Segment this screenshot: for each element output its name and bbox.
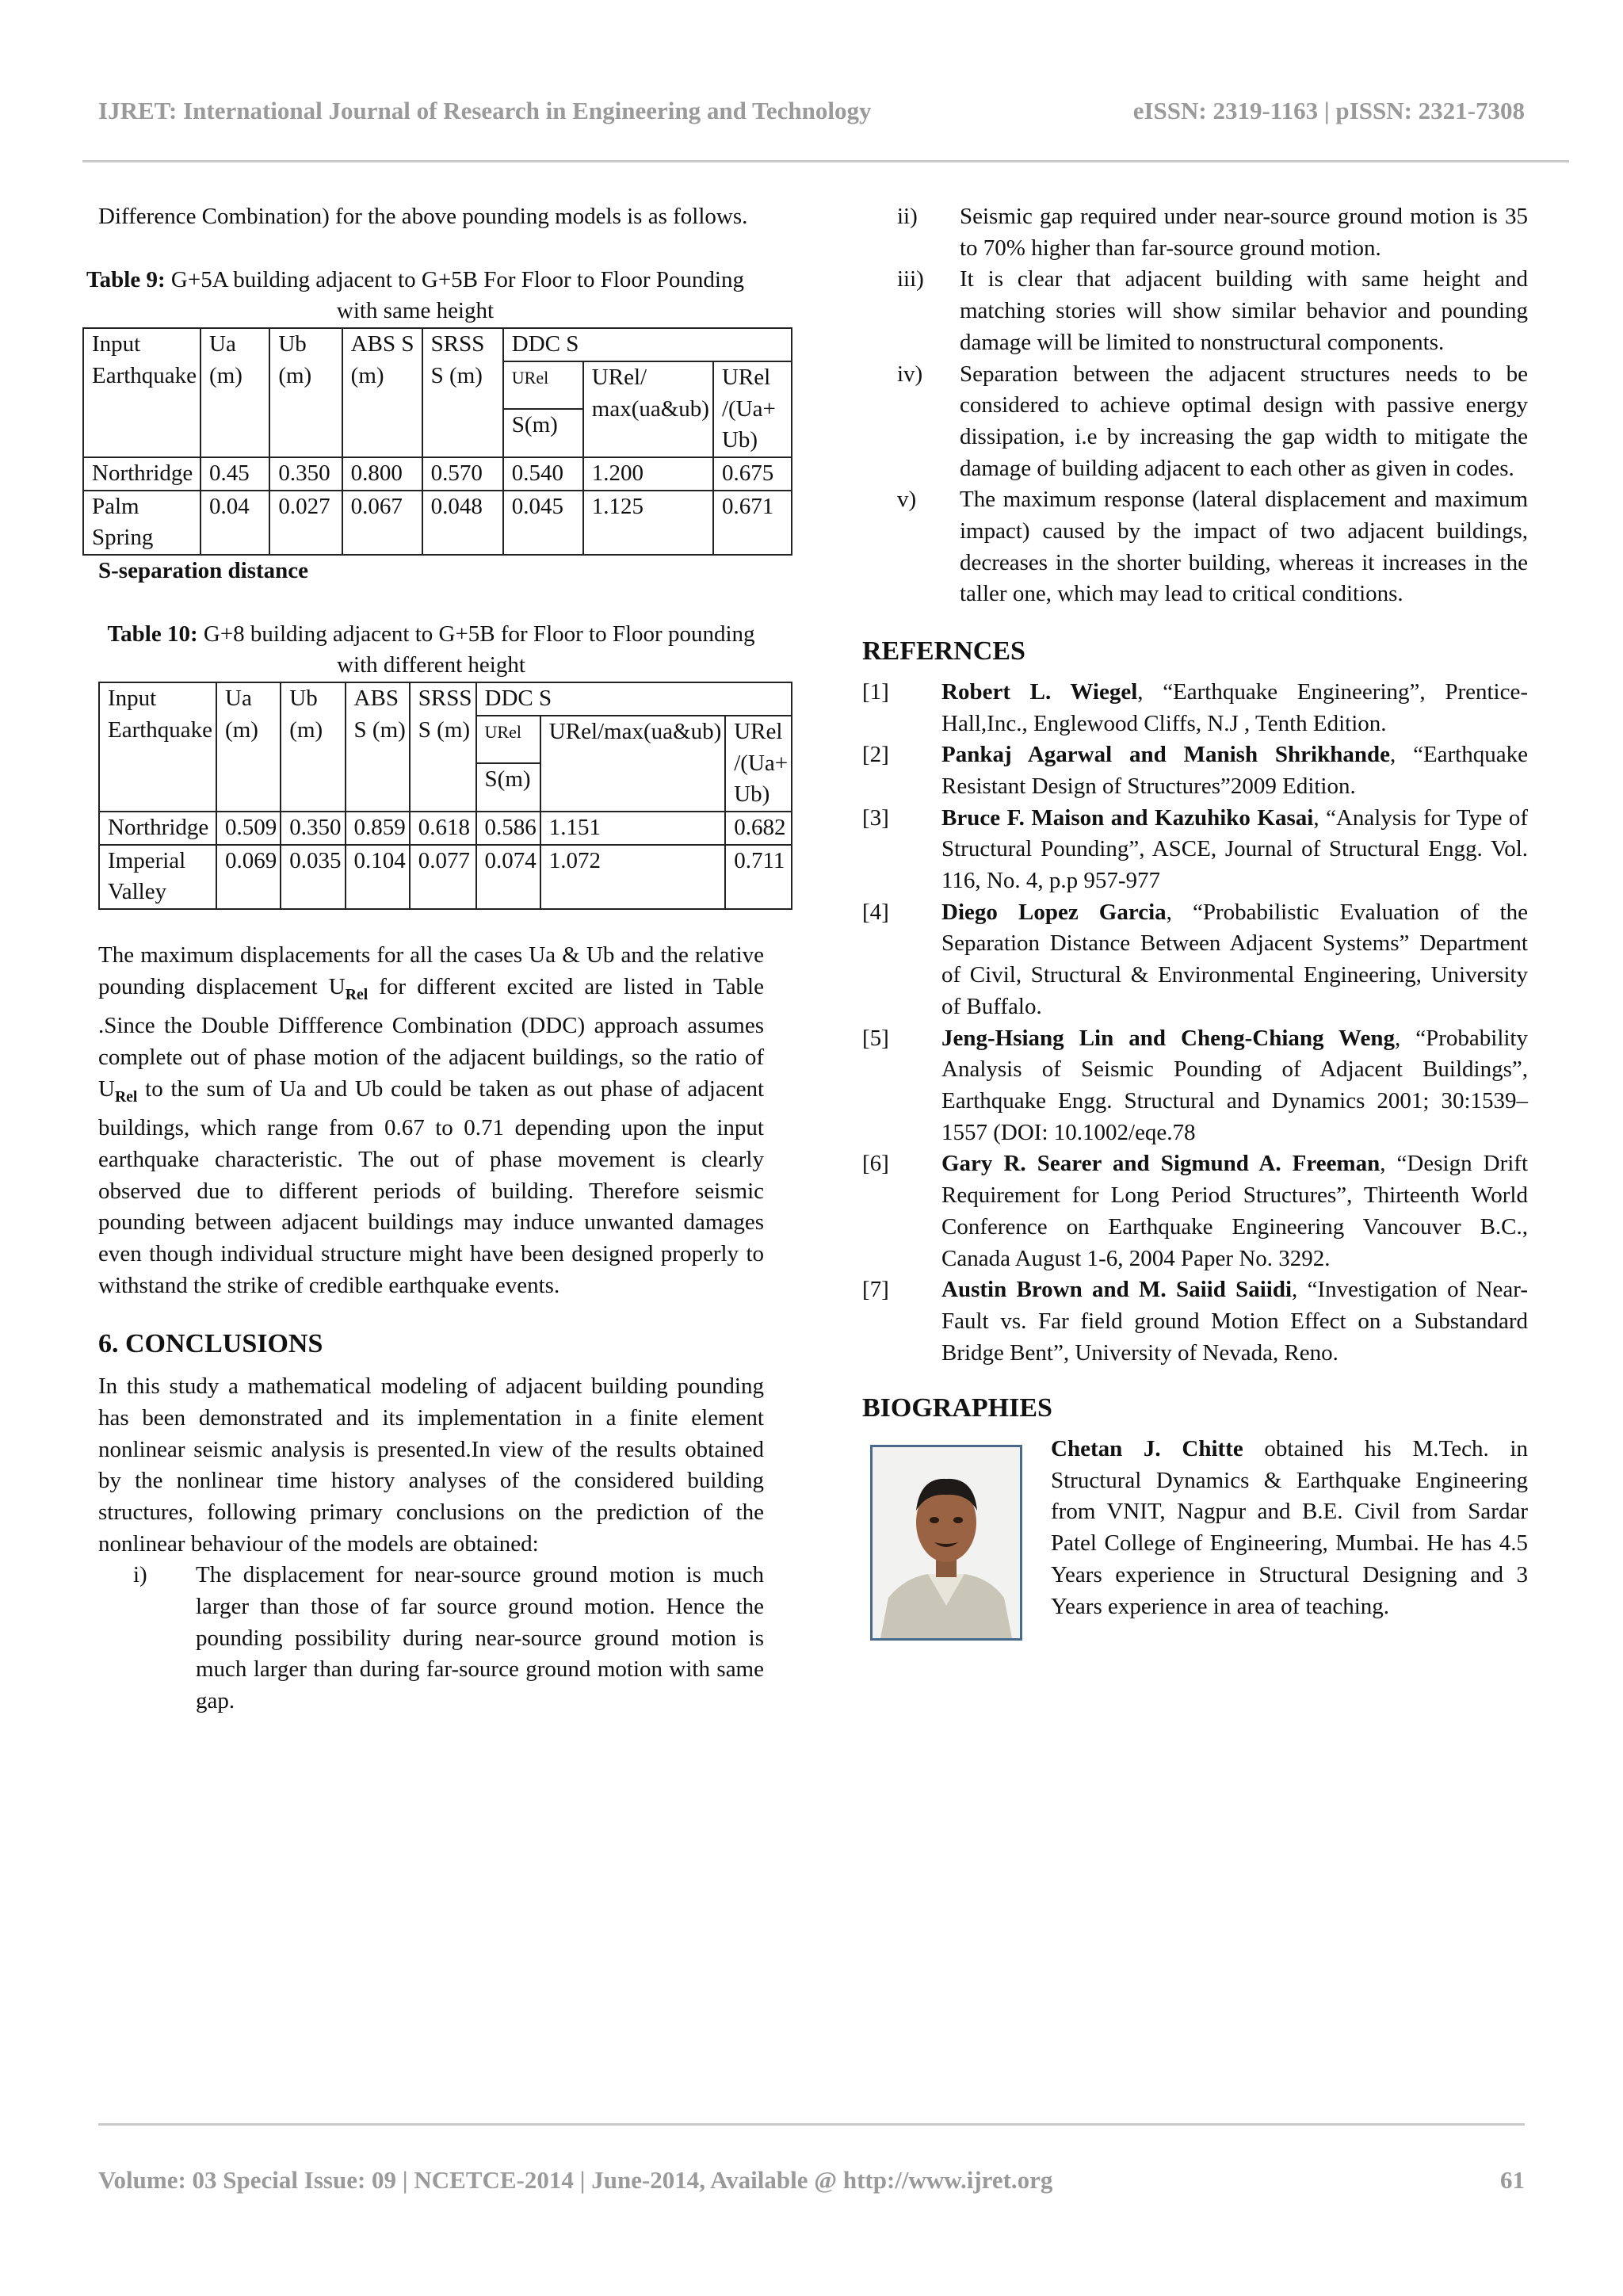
table9-note: S-separation distance [98,558,309,584]
table-row [99,845,792,909]
page-footer [98,2166,1525,2195]
reference-item [862,803,1528,897]
rel-subscript: Rel [114,1087,138,1106]
reference-authors: Bruce F. Maison and Kazuhiko Kasai [941,804,1314,831]
list-item [897,264,1528,358]
list-item-number: v) [897,487,917,513]
table10-header-abs: ABS S (m) [346,682,410,812]
table9-header-srss: SRSS S (m) [422,328,503,457]
table-cell: 0.586 [476,812,540,845]
table-cell: 0.540 [503,457,583,491]
table-cell: 0.069 [216,845,281,909]
table9-header-ub: Ub (m) [269,328,342,457]
table9-header-abs: ABS S (m) [342,328,422,457]
table10-header-ub: Ub (m) [281,682,345,812]
table9-header-ua: Ua (m) [200,328,269,457]
table-cell: Northridge [99,812,216,845]
header-rule [82,160,1569,162]
table10-label: Table 10: [107,621,198,647]
results-text-a: The maximum displacements for all the cases Ua & Ub and the relative pounding displacement U [98,942,764,999]
table-cell: 0.067 [342,491,422,555]
list-item-number: i) [133,1562,147,1588]
table-row [99,812,792,845]
rel-subscript: Rel [345,985,369,1003]
reference-authors: Diego Lopez Garcia [941,899,1167,925]
list-item-number: ii) [897,204,918,229]
reference-authors: Austin Brown and M. Saiid Saiidi [941,1277,1293,1303]
table9-sub-s: S(m) [503,409,583,457]
table10-sub-s: S(m) [476,763,540,812]
list-item [133,1560,764,1717]
reference-text: , “Analysis for Type of Structural Pounding”, ASCE, Journal of Structural Engg. Vol. 116, No. 4, p.p 957-977 [941,804,1528,894]
reference-number: [1] [862,678,889,705]
table9-header-row [83,328,792,361]
table9-sub-ratio1: URel/ max(ua&ub) [583,361,713,457]
table-cell: 0.048 [422,491,503,555]
table9-caption [82,265,748,327]
table10-sub-urel: URel [476,716,540,764]
journal-title: IJRET: International Journal of Research in Engineering and Technology [98,97,872,124]
reference-item [862,1274,1528,1369]
table10-sub-ratio2: URel /(Ua+ Ub) [725,716,792,812]
references-heading: REFERNCES [862,636,1025,667]
table-cell: Northridge [83,457,200,491]
reference-authors: Jeng-Hsiang Lin and Cheng-Chiang Weng [941,1025,1395,1051]
list-item-number: iii) [897,266,924,292]
list-item-text: It is clear that adjacent building with same height and matching stories will show similar behavior and pounding damage will be limited to nonstructural components. [960,266,1528,355]
results-text-c: to the sum of Ua and Ub could be taken as out phase of adjacent buildings, which range from 0.67 to 0.71 depending upon the input earthquake characteristic. The out of phase movement is clearly observed due to different periods of building. Therefore seismic pounding between adjacent buildings may induce unwanted damages even though individual structure might have been designed properly to withstand the strike of credible earthquake events. [98,1075,764,1298]
table10-header-ddc: DDC S [476,682,792,716]
table-row [83,491,792,555]
table10-caption-text: G+8 building adjacent to G+5B for Floor to Floor pounding with different height [203,621,755,678]
reference-number: [7] [862,1277,889,1303]
table-cell: 0.045 [503,491,583,555]
table10-header-row [99,682,792,716]
reference-authors: Robert L. Wiegel [941,678,1138,705]
table9-sub-ratio2: URel /(Ua+ Ub) [713,361,792,457]
table10-header-input: Input Earthquake [99,682,216,812]
table9-label: Table 9: [86,266,166,292]
reference-item [862,897,1528,1023]
table-cell: 0.618 [410,812,476,845]
table-cell: 0.671 [713,491,792,555]
table9-header-ddc: DDC S [503,328,792,361]
bio-name: Chetan J. Chitte [1051,1436,1243,1462]
table10-sub-ratio1: URel/max(ua&ub) [540,716,725,812]
table-cell: 0.035 [281,845,345,909]
footer-rule [98,2123,1525,2126]
author-portrait-icon [873,1447,1020,1638]
table9 [82,327,792,556]
bio-text [1051,1434,1528,1641]
left-column [86,201,789,1717]
list-item [897,484,1528,610]
table10-header-srss: SRSS S (m) [410,682,476,812]
reference-text: , “Design Drift Requirement for Long Period Structures”, Thirteenth World Conference on Earthquake Engineering Vancouver B.C., Canada August 1-6, 2004 Paper No. 3292. [941,1151,1529,1271]
reference-number: [6] [862,1151,889,1177]
table9-sub-urel: URel [503,361,583,410]
conclusions-text: In this study a mathematical modeling of adjacent building pounding has been demonstrated and its implementation in a finite element nonlinear seismic analysis is presented.In view of the results obtained by the nonlinear time history analyses of the considered building structures, following primary conclusions on the prediction of the nonlinear behaviour of the models are obtained: [98,1373,764,1557]
table-cell: 1.125 [583,491,713,555]
references-list [862,677,1528,1369]
page-header [98,97,1525,125]
list-item [897,359,1528,485]
table-cell: 0.570 [422,457,503,491]
table9-header-input: Input Earthquake [83,328,200,457]
reference-number: [2] [862,742,889,768]
table-cell: Imperial Valley [99,845,216,909]
reference-item [862,739,1528,802]
reference-number: [3] [862,804,889,831]
reference-authors: Pankaj Agarwal and Manish Shrikhande [941,742,1390,768]
bio-description: obtained his M.Tech. in Structural Dynamics & Earthquake Engineering from VNIT, Nagpur and B.E. Civil from Sardar Patel College of Engineering, Mumbai. He has 4.5 Years experience in Structural Designing and 3 Years experience in area of teaching. [1051,1436,1528,1619]
table-cell: 0.104 [346,845,410,909]
results-text-b: for different excited are listed in Table .Since the Double Diffference Combination (DDC) approach assumes complete out of phase motion of the adjacent buildings, so the ratio of U [98,973,764,1102]
reference-item [862,1023,1528,1149]
list-item [897,201,1528,264]
biographies-heading: BIOGRAPHIES [862,1393,1052,1423]
results-paragraph [98,940,764,1301]
list-item-text: The displacement for near-source ground motion is much larger than those of far source ground motion. Hence the pounding possibility during near-source ground motion is much larger than during far-source ground motion with same gap. [196,1562,764,1714]
table-cell: 0.45 [200,457,269,491]
table-cell: 0.077 [410,845,476,909]
table-cell: 0.027 [269,491,342,555]
table-cell: 1.200 [583,457,713,491]
table9-caption-text: G+5A building adjacent to G+5B For Floor to Floor Pounding with same height [170,266,744,324]
table-cell: Palm Spring [83,491,200,555]
footer-volume: Volume: 03 Special Issue: 09 | NCETCE-2014 | June-2014, Available @ http://www.ijret.org [98,2166,1053,2194]
table-cell: 0.04 [200,491,269,555]
biography [862,1434,1528,1641]
table-cell: 0.509 [216,812,281,845]
list-item-text: Separation between the adjacent structures needs to be considered to achieve optimal design with passive energy dissipation, i.e by increasing the gap width to mitigate the damage of building adjacent to each other as given in codes. [960,361,1528,481]
list-item-number: iv) [897,361,923,387]
table10 [98,682,792,910]
reference-text: , “Probability Analysis of Seismic Pounding of Adjacent Buildings”, Earthquake Engg. Structural and Dynamics 2001; 30:1539–1557 (DOI: 10.1002/eqe.78 [941,1025,1528,1145]
table-cell: 0.711 [725,845,792,909]
table-row [83,457,792,491]
author-photo [870,1445,1022,1641]
reference-number: [4] [862,899,889,925]
reference-text: , “Earthquake Resistant Design of Structures”2009 Edition. [941,742,1528,799]
table10-caption [98,619,764,682]
issn: eISSN: 2319-1163 | pISSN: 2321-7308 [1132,97,1525,124]
page-number: 61 [1500,2166,1525,2194]
reference-item [862,1148,1528,1274]
table-cell: 0.675 [713,457,792,491]
list-item-text: The maximum response (lateral displacement and maximum impact) caused by the impact of two adjacent buildings, decreases in the shorter building, whereas it increases in the taller one, which may lead to critical conditions. [960,487,1528,607]
right-column [862,201,1528,1641]
list-item-text: Seismic gap required under near-source ground motion is 35 to 70% higher than far-source ground motion. [960,204,1528,261]
conclusions-heading: 6. CONCLUSIONS [98,1329,323,1359]
reference-text: , “Probabilistic Evaluation of the Separation Distance Between Adjacent Systems” Department of Civil, Structural & Environmental Engineering, University of Buffalo. [941,899,1529,1019]
table-cell: 0.350 [281,812,345,845]
reference-text: , “Investigation of Near-Fault vs. Far field ground Motion Effect on a Substandard Bridge Bent”, University of Nevada, Reno. [941,1277,1528,1366]
table-cell: 1.151 [540,812,725,845]
reference-item [862,677,1528,739]
table10-header-ua: Ua (m) [216,682,281,812]
table-cell: 0.350 [269,457,342,491]
intro-text: Difference Combination) for the above pounding models is as follows. [98,204,748,229]
table-cell: 0.859 [346,812,410,845]
reference-text: , “Earthquake Engineering”, Prentice-Hall,Inc., Englewood Cliffs, N.J , Tenth Edition. [941,678,1528,736]
reference-authors: Gary R. Searer and Sigmund A. Freeman [941,1151,1381,1177]
table-cell: 0.800 [342,457,422,491]
table-cell: 0.682 [725,812,792,845]
table-cell: 0.074 [476,845,540,909]
table-cell: 1.072 [540,845,725,909]
reference-number: [5] [862,1025,889,1051]
